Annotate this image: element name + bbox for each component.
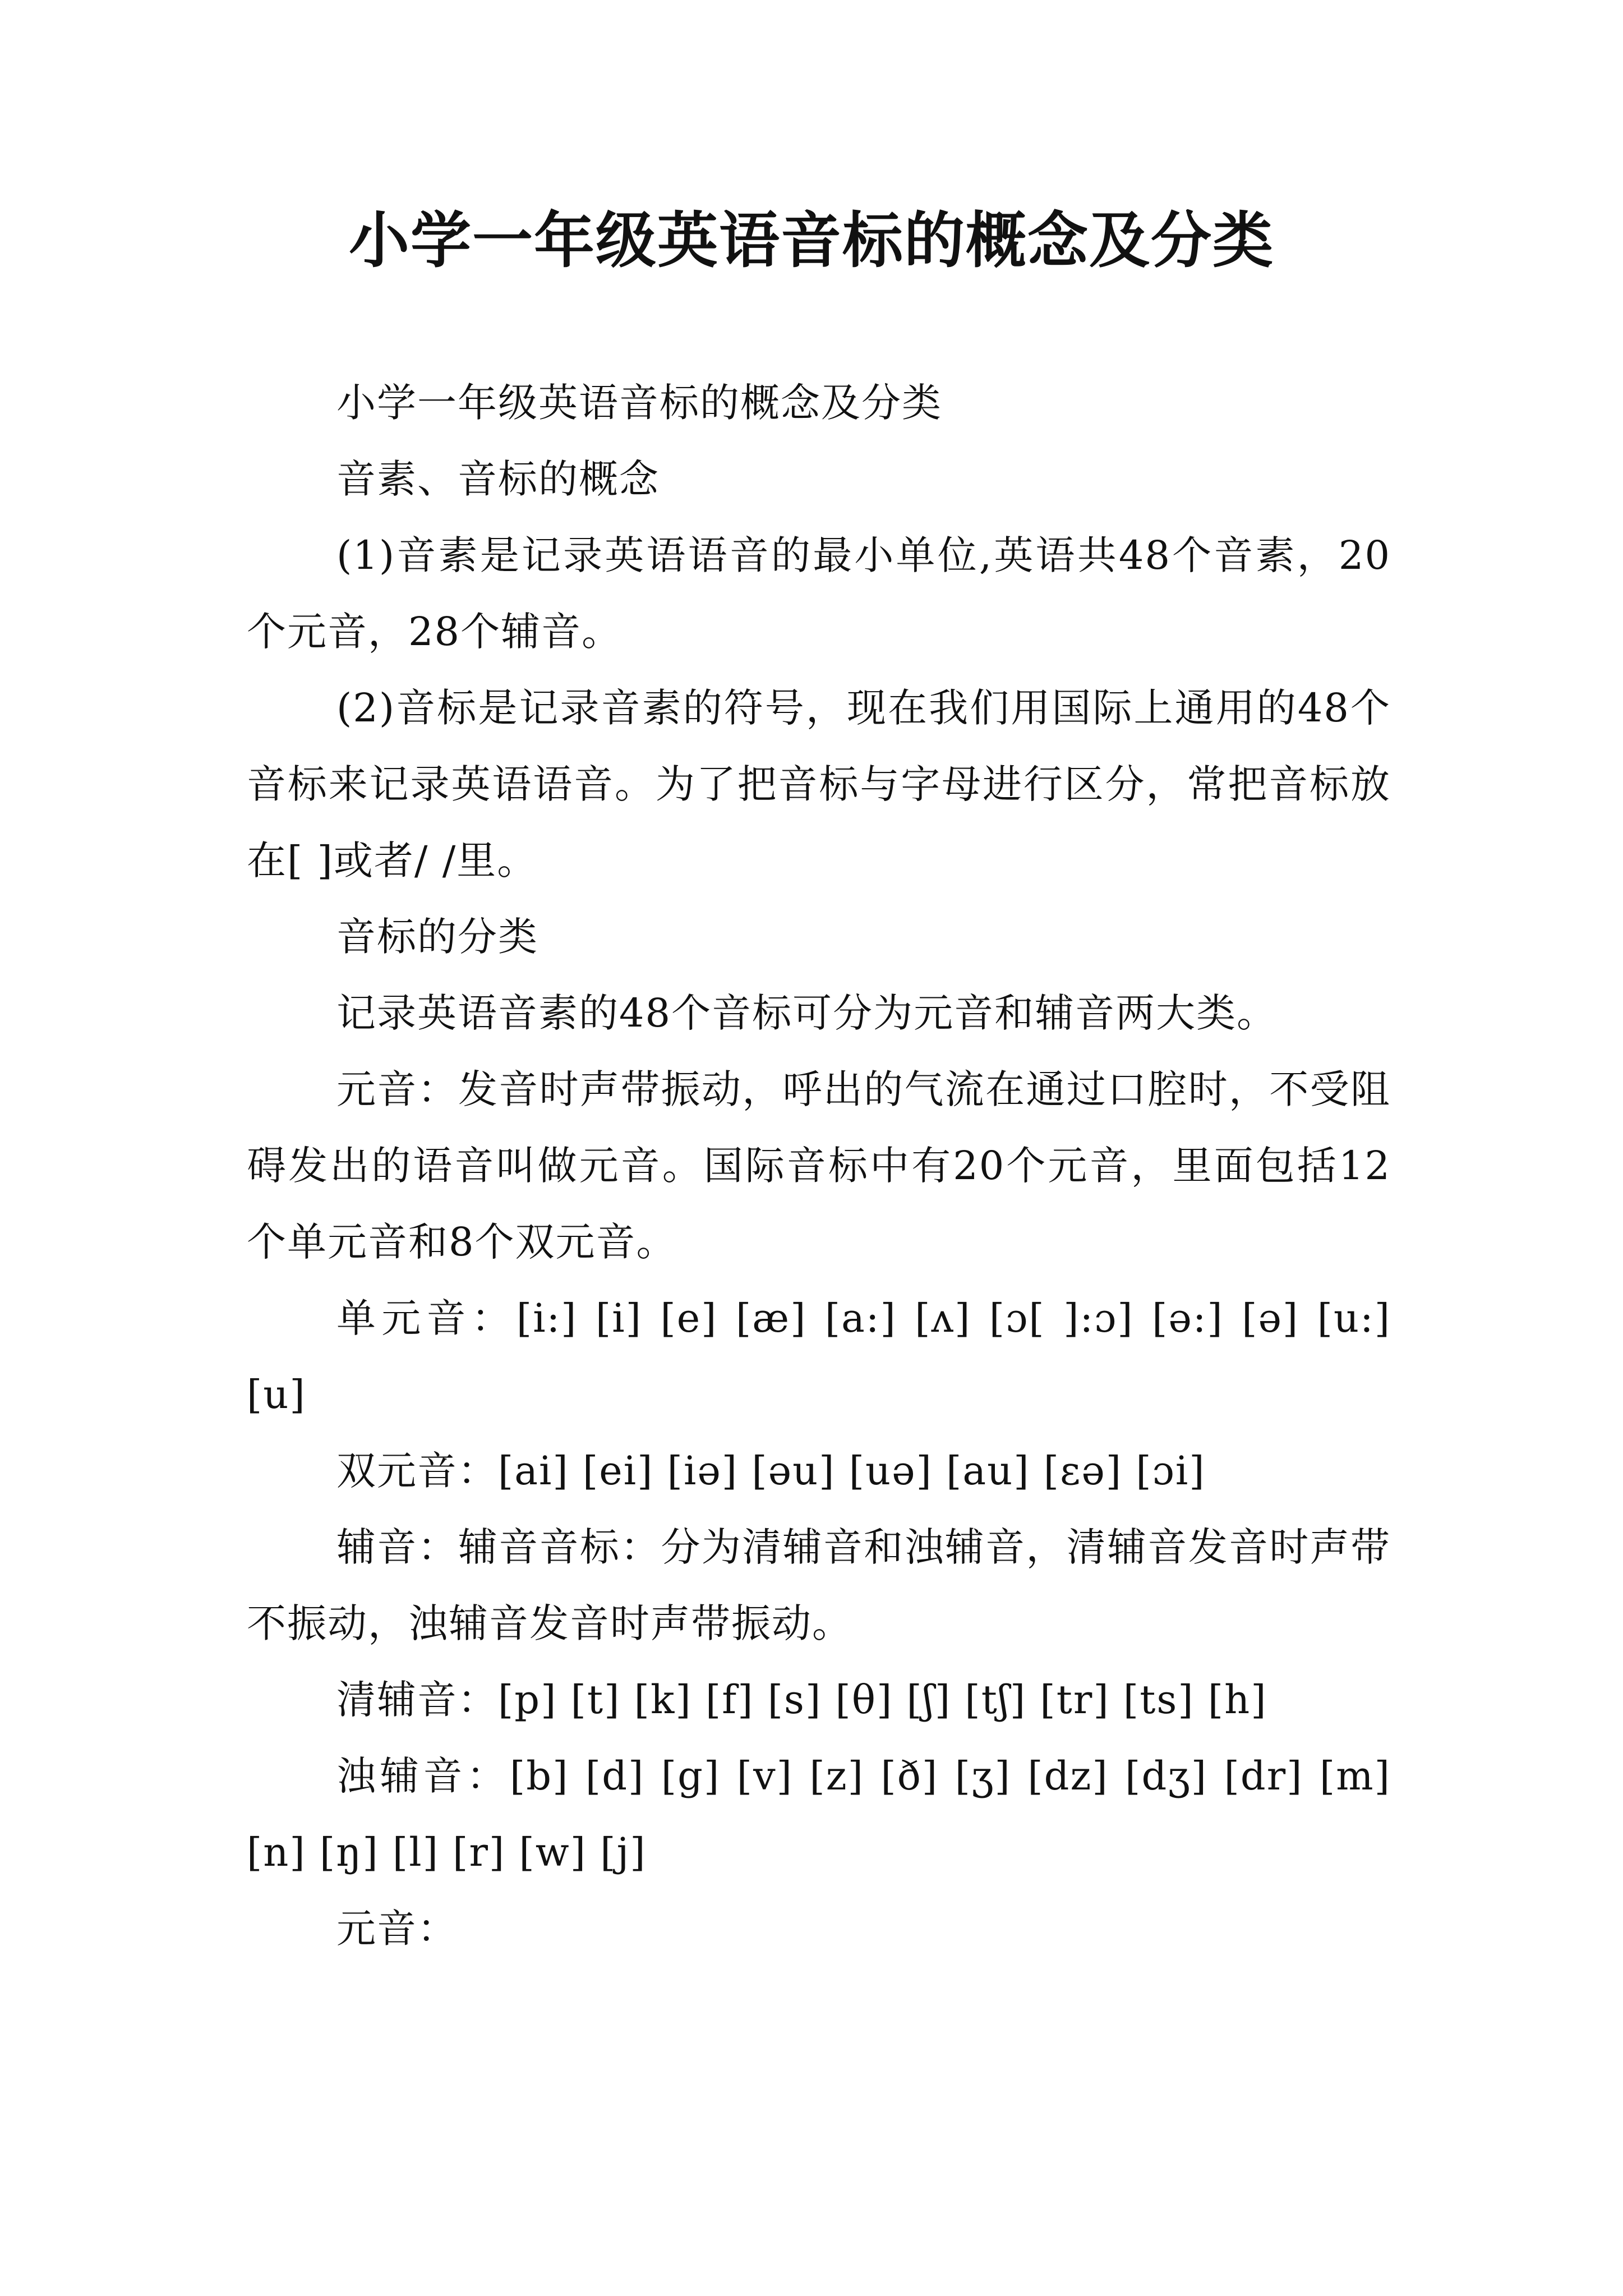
section-heading-classification: 音标的分类 [336,914,538,960]
section-heading-concepts: 音素、音标的概念 [336,456,660,502]
paragraph-diphthongs: 双元音：[ai] [ei] [iə] [əu] [uə] [au] [εə] [ɔi] [336,1448,1206,1494]
document-body [247,365,1391,1967]
paragraph-voiced-consonants: 浊辅音：[b] [d] [g] [v] [z] [ð] [ʒ] [dz] [dʒ] [dr] [m] [n] [ŋ] [l] [r] [w] [j] [247,1753,1391,1875]
paragraph-vowel-definition: 元音：发音时声带振动，呼出的气流在通过口腔时，不受阻碍发出的语音叫做元音。国际音标中有20个元音，里面包括12个单元音和8个双元音。 [247,1066,1391,1265]
page-title: 小学一年级英语音标的概念及分类 [348,206,1274,276]
paragraph-monophthongs: 单元音：[i:] [i] [e] [æ] [a:] [ʌ] [ɔ[ ]:ɔ] [ə:] [ə] [u:] [u] [247,1295,1391,1418]
paragraph-phoneme-definition: (1)音素是记录英语语音的最小单位,英语共48个音素，20个元音，28个辅音。 [247,532,1391,655]
paragraph-vowel-label: 元音： [336,1906,458,1952]
paragraph-phonetic-symbol-definition: (2)音标是记录音素的符号，现在我们用国际上通用的48个音标来记录英语语音。为了把音标与字母进行区分，常把音标放在[ ]或者/ /里。 [247,685,1391,884]
paragraph-heading-repeat: 小学一年级英语音标的概念及分类 [336,380,942,426]
paragraph-consonant-definition: 辅音：辅音音标：分为清辅音和浊辅音，清辅音发音时声带不振动，浊辅音发音时声带振动。 [247,1524,1391,1646]
paragraph-voiceless-consonants: 清辅音：[p] [t] [k] [f] [s] [θ] [ʃ] [tʃ] [tr] [ts] [h] [336,1677,1267,1723]
paragraph-classification-intro: 记录英语音素的48个音标可分为元音和辅音两大类。 [336,990,1278,1036]
